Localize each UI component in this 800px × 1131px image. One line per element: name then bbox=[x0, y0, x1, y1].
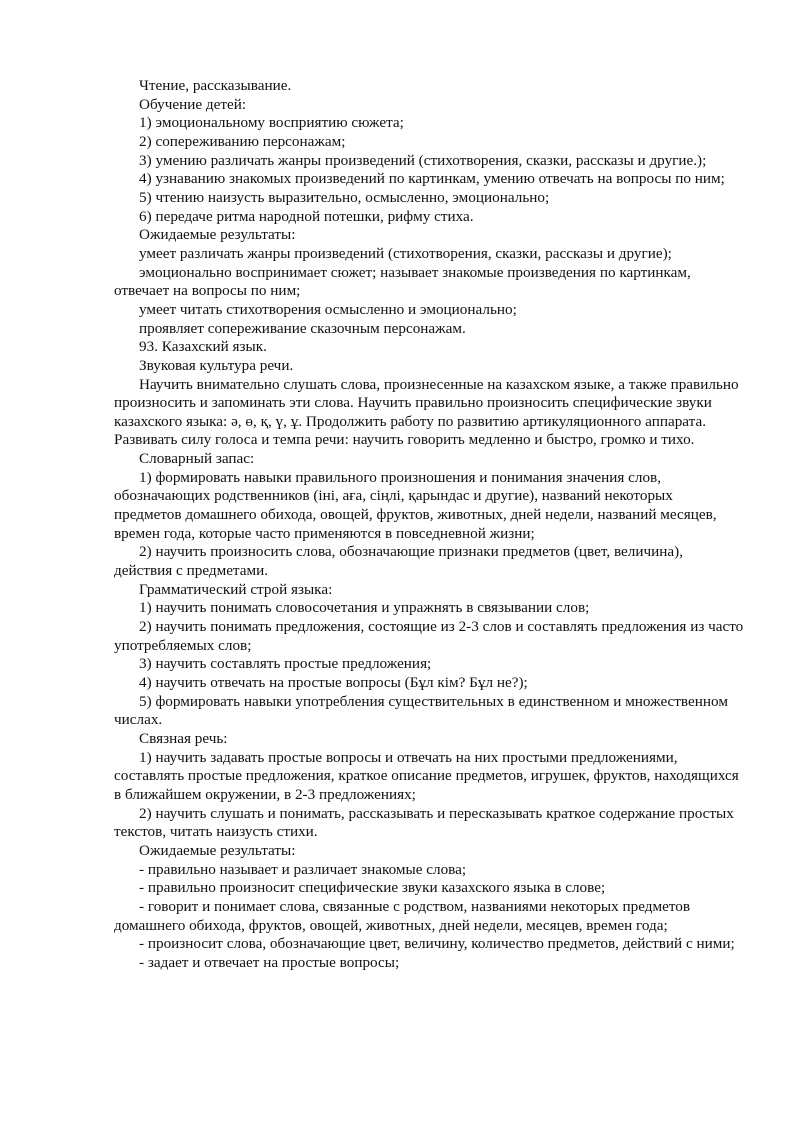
list-item: 4) узнаванию знакомых произведений по картинкам, умению отвечать на вопросы по ним; bbox=[139, 170, 725, 188]
list-item: 2) научить понимать предложения, состоящие из 2-3 слов и составлять предложения из часто употребляемых слов; bbox=[114, 618, 744, 654]
paragraph: умеет различать жанры произведений (стихотворения, сказки, рассказы и другие); bbox=[139, 244, 672, 262]
paragraph: эмоционально воспринимает сюжет; называет знакомые произведения по картинкам, отвечает на вопросы по ним; bbox=[114, 263, 691, 300]
list-item: 5) формировать навыки употребления существительных в единственном и множественном числах. bbox=[114, 692, 728, 729]
list-item: 6) передаче ритма народной потешки, рифму стиха. bbox=[139, 207, 474, 225]
subsection-heading: Грамматический строй языка: bbox=[139, 580, 333, 598]
list-item: - правильно называет и различает знакомые слова; bbox=[139, 860, 467, 878]
list-item: - говорит и понимает слова, связанные с родством, названиями некоторых предметов домашнего обихода, фруктов, овощей, животных, дней недели, месяцев, времен года; bbox=[114, 897, 691, 934]
subsection-heading: Звуковая культура речи. bbox=[139, 356, 294, 374]
list-item: - произносит слова, обозначающие цвет, величину, количество предметов, действий с ними; bbox=[139, 935, 735, 953]
list-item: - задает и отвечает на простые вопросы; bbox=[139, 953, 400, 971]
list-item: 1) научить понимать словосочетания и упражнять в связывании слов; bbox=[139, 599, 590, 617]
subsection-heading: Словарный запас: bbox=[139, 450, 255, 468]
document-body bbox=[114, 77, 744, 973]
paragraph: проявляет сопереживание сказочным персонажам. bbox=[139, 319, 466, 337]
list-item: 1) эмоциональному восприятию сюжета; bbox=[139, 114, 404, 132]
section-heading: 93. Казахский язык. bbox=[139, 338, 267, 356]
paragraph: Научить внимательно слушать слова, произнесенные на казахском языке, а также правильно произносить и запоминать эти слова. Научить правильно произносить специфические звуки казахского языка: ә, ө, қ, ү, ұ. Продолжить работу по развитию артикуляционного аппарата. Развивать силу голоса и темпа речи: научить говорить медленно и быстро, громко и тихо. bbox=[114, 375, 739, 449]
paragraph: Обучение детей: bbox=[139, 95, 247, 113]
list-item: 2) сопереживанию персонажам; bbox=[139, 132, 346, 150]
subsection-heading: Ожидаемые результаты: bbox=[139, 841, 296, 859]
list-item: 1) научить задавать простые вопросы и отвечать на них простыми предложениями, составлять простые предложения, краткое описание предметов, игрушек, фруктов, находящихся в ближайшем окружении, в 2-3 предложениях; bbox=[114, 748, 739, 803]
subsection-heading: Связная речь: bbox=[139, 729, 228, 747]
list-item: 2) научить произносить слова, обозначающие признаки предметов (цвет, величина), действия с предметами. bbox=[114, 543, 683, 580]
list-item: 1) формировать навыки правильного произношения и понимания значения слов, обозначающих родственников (іні, аға, сіңлі, қарындас и другие), названий некоторых предметов домашнего обихода, овощей, фруктов, животных, дней недели, названий месяцев, времен года, которые часто применяются в повседневной жизни; bbox=[114, 468, 717, 542]
list-item: - правильно произносит специфические звуки казахского языка в слове; bbox=[139, 879, 606, 897]
paragraph: умеет читать стихотворения осмысленно и эмоционально; bbox=[139, 300, 517, 318]
list-item: 5) чтению наизусть выразительно, осмысленно, эмоционально; bbox=[139, 188, 550, 206]
list-item: 3) умению различать жанры произведений (стихотворения, сказки, рассказы и другие.); bbox=[139, 151, 707, 169]
list-item: 3) научить составлять простые предложения; bbox=[139, 655, 432, 673]
list-item: 2) научить слушать и понимать, рассказывать и пересказывать краткое содержание простых текстов, читать наизусть стихи. bbox=[114, 804, 734, 841]
paragraph: Ожидаемые результаты: bbox=[139, 226, 296, 244]
paragraph: Чтение, рассказывание. bbox=[139, 77, 292, 94]
list-item: 4) научить отвечать на простые вопросы (Бұл кім? Бұл не?); bbox=[139, 674, 528, 691]
